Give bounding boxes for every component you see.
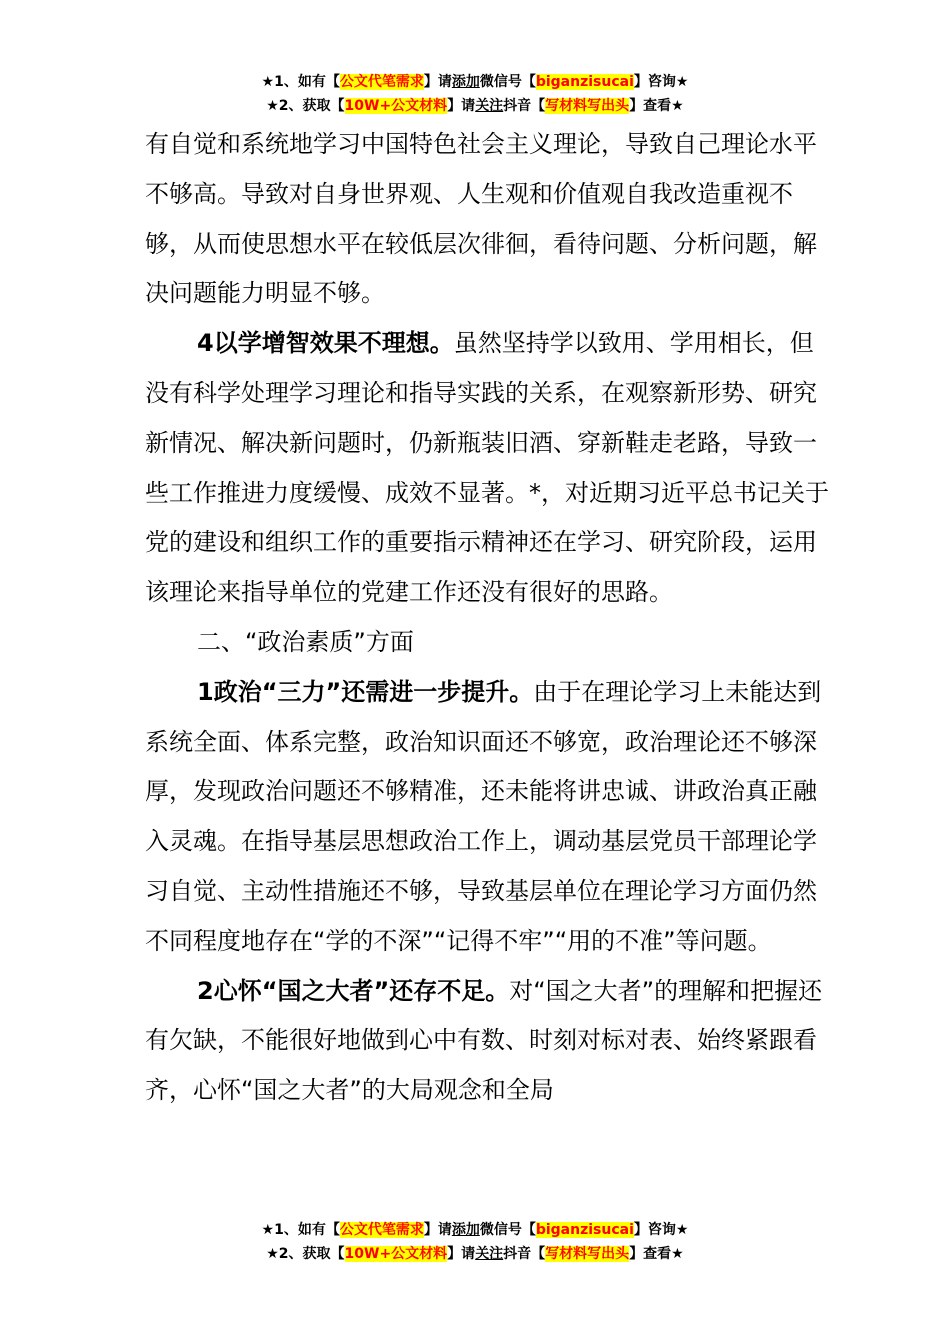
item-title: 2心怀“国之大者”还存不足。 xyxy=(197,976,510,1005)
promo-text: 】查看★ xyxy=(629,98,684,114)
promo-text: 】咨询★ xyxy=(633,74,689,90)
promo-text: 抖音【 xyxy=(503,1246,546,1262)
promo-emphasis: 添加 xyxy=(451,74,480,90)
promo-text: 】查看★ xyxy=(629,1246,684,1262)
promo-text: 抖音【 xyxy=(503,98,546,114)
item-body: 对“国之大者”的理解和把握还有欠缺，不能很好地做到心中有数、时刻对标对表、始终紧跟看齐，心怀“国之大者”的大局观念和全局 xyxy=(145,976,823,1105)
promo-highlight: 公文代笔需求 xyxy=(339,1222,424,1238)
section-heading: 二、“政治素质”方面 xyxy=(197,627,414,656)
promo-text: 】咨询★ xyxy=(633,1222,689,1238)
promo-text: 微信号【 xyxy=(479,1222,536,1238)
promo-highlight: 10W+公文材料 xyxy=(344,98,448,114)
promo-text: 】请 xyxy=(423,74,452,90)
promo-text: ★1、如有【 xyxy=(261,74,340,90)
promo-text: ★2、获取【 xyxy=(266,1246,345,1262)
promo-line-2 xyxy=(0,1242,950,1266)
promo-emphasis: 关注 xyxy=(475,1246,504,1262)
paragraph-item-4 xyxy=(145,319,835,618)
promo-douyin-id: 写材料写出头 xyxy=(545,98,630,114)
promo-wechat-id: biganzisucai xyxy=(535,74,634,90)
item-body: 由于在理论学习上未能达到系统全面、体系完整，政治知识面还不够宽，政治理论还不够深厚，发现政治问题还不够精准，还未能将讲忠诚、讲政治真正融入灵魂。在指导基层思想政治工作上，调动基层党员干部理论学习自觉、主动性措施还不够，导致基层单位在理论学习方面仍然不同程度地存在“学的不深”“记得不牢”“用的不准”等问题。 xyxy=(145,677,822,955)
promo-emphasis: 关注 xyxy=(475,98,504,114)
promo-text: 】请 xyxy=(423,1222,452,1238)
item-title: 4以学增智效果不理想。 xyxy=(197,329,454,358)
promo-douyin-id: 写材料写出头 xyxy=(545,1246,630,1262)
promo-wechat-id: biganzisucai xyxy=(535,1222,634,1238)
promo-line-1 xyxy=(0,70,950,94)
document-body xyxy=(145,120,835,1116)
paragraph-item-1 xyxy=(145,668,835,967)
promo-highlight: 10W+公文材料 xyxy=(344,1246,448,1262)
promo-text: ★2、获取【 xyxy=(266,98,345,114)
promo-line-2 xyxy=(0,94,950,118)
promo-highlight: 公文代笔需求 xyxy=(339,74,424,90)
promo-text: 】请 xyxy=(447,98,476,114)
promo-banner-top xyxy=(0,70,950,118)
paragraph-item-2 xyxy=(145,967,835,1116)
promo-line-1 xyxy=(0,1218,950,1242)
promo-text: 】请 xyxy=(447,1246,476,1262)
promo-text: 微信号【 xyxy=(479,74,536,90)
promo-text: ★1、如有【 xyxy=(261,1222,340,1238)
promo-emphasis: 添加 xyxy=(451,1222,480,1238)
item-title: 1政治“三力”还需进一步提升。 xyxy=(197,677,534,706)
promo-banner-bottom xyxy=(0,1218,950,1266)
paragraph-continuation: 有自觉和系统地学习中国特色社会主义理论，导致自己理论水平不够高。导致对自身世界观、人生观和价值观自我改造重视不够，从而使思想水平在较低层次徘徊，看待问题、分析问题，解决问题能力明显不够。 xyxy=(145,130,817,308)
item-body: 虽然坚持学以致用、学用相长，但没有科学处理学习理论和指导实践的关系，在观察新形势、研究新情况、解决新问题时，仍新瓶装旧酒、穿新鞋走老路，导致一些工作推进力度缓慢、成效不显著。*，对近期习近平总书记关于党的建设和组织工作的重要指示精神还在学习、研究阶段，运用该理论来指导单位的党建工作还没有很好的思路。 xyxy=(145,329,829,607)
